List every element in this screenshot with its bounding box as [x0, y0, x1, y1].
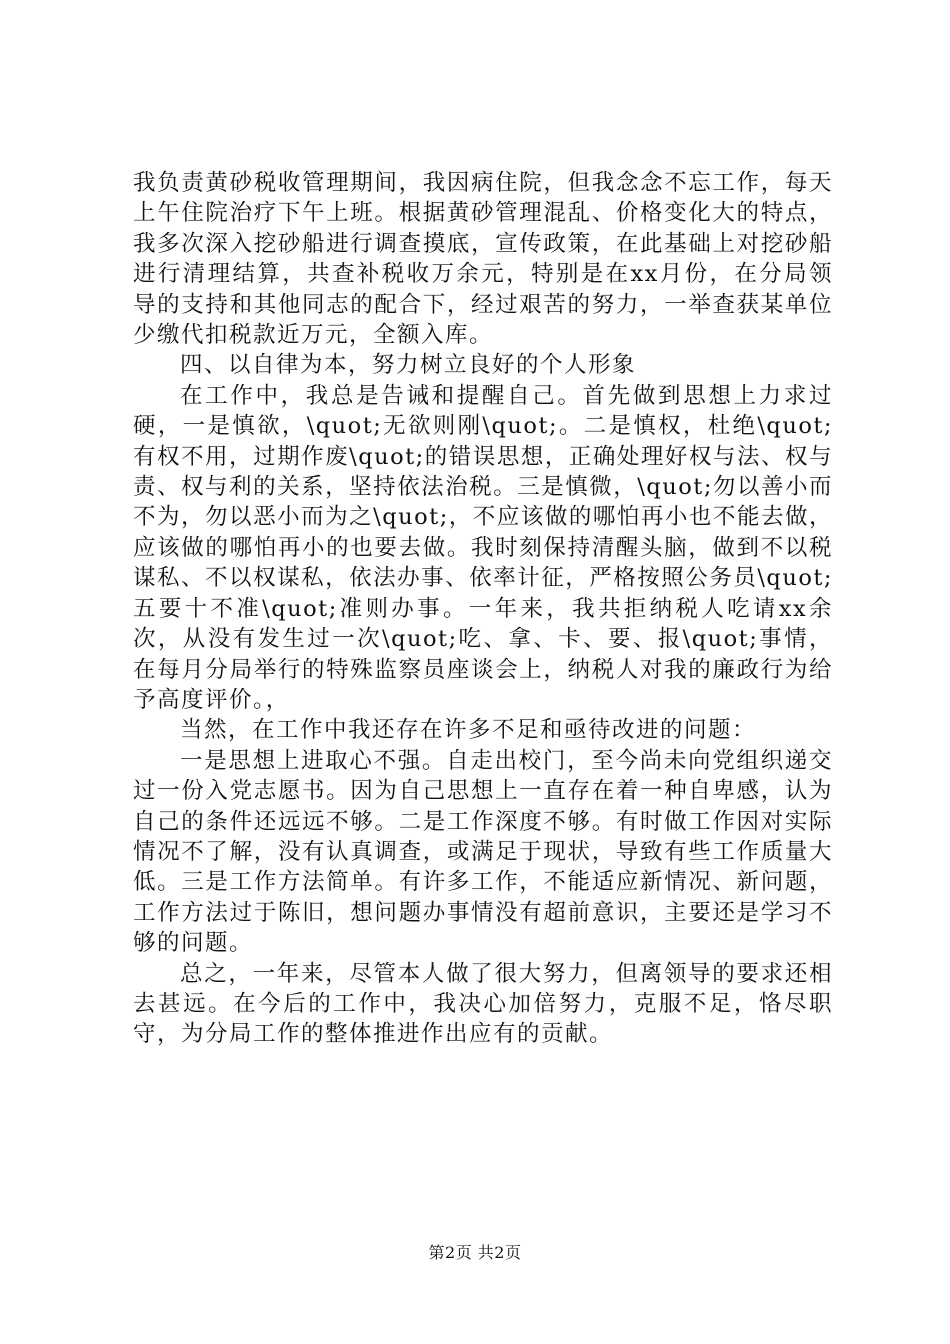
- section-heading: 四、以自律为本，努力树立良好的个人形象: [180, 352, 637, 379]
- paragraph-1: 我负责黄砂税收管理期间，我因病住院，但我念念不忘工作，每天上午住院治疗下午上班。根据黄砂管理混乱、价格变化大的特点，我多次深入挖砂船进行调查摸底，宣传政策，在此基础上对挖砂船进行清理结算，共查补税收万余元，特别是在xx月份，在分局领导的支持和其他同志的配合下，经过艰苦的努力，一举查获某单位少缴代扣税款近万元，全额入库。: [133, 170, 833, 349]
- paragraph-2: 在工作中，我总是告诫和提醒自己。首先做到思想上力求过硬，一是慎欲，\quot;无欲则刚\quot;。二是慎权，杜绝\quot;有权不用，过期作废\quot;的错误思想，正确处理好权与法、权与责、权与利的关系，坚持依法治税。三是慎微，\quot;勿以善小而不为，勿以恶小而为之\quot;，不应该做的哪怕再小也不能去做，应该做的哪怕再小的也要去做。我时刻保持清醒头脑，做到不以税谋私、不以权谋私，依法办事、依率计征，严格按照公务员\quot;五要十不准\quot;准则办事。一年来，我共拒纳税人吃请xx余次，从没有发生过一次\quot;吃、拿、卡、要、报\quot;事情，在每月分局举行的特殊监察员座谈会上，纳税人对我的廉政行为给予高度评价。，: [133, 382, 833, 713]
- document-body: [133, 168, 833, 1050]
- paragraph-3: 当然，在工作中我还存在许多不足和亟待改进的问题：: [180, 717, 757, 744]
- paragraph-5: 总之，一年来，尽管本人做了很大努力，但离领导的要求还相去甚远。在今后的工作中，我决心加倍努力，克服不足，恪尽职守，为分局工作的整体推进作出应有的贡献。: [133, 960, 833, 1048]
- paragraph-4: 一是思想上进取心不强。自走出校门，至今尚未向党组织递交过一份入党志愿书。因为自己思想上一直存在着一种自卑感，认为自己的条件还远远不够。二是工作深度不够。有时做工作因对实际情况不了解，没有认真调查，或满足于现状，导致有些工作质量大低。三是工作方法简单。有许多工作，不能适应新情况、新问题，工作方法过于陈旧，想问题办事情没有超前意识，主要还是学习不够的问题。: [133, 747, 833, 957]
- page-footer: 第2页 共2页: [428, 1243, 522, 1262]
